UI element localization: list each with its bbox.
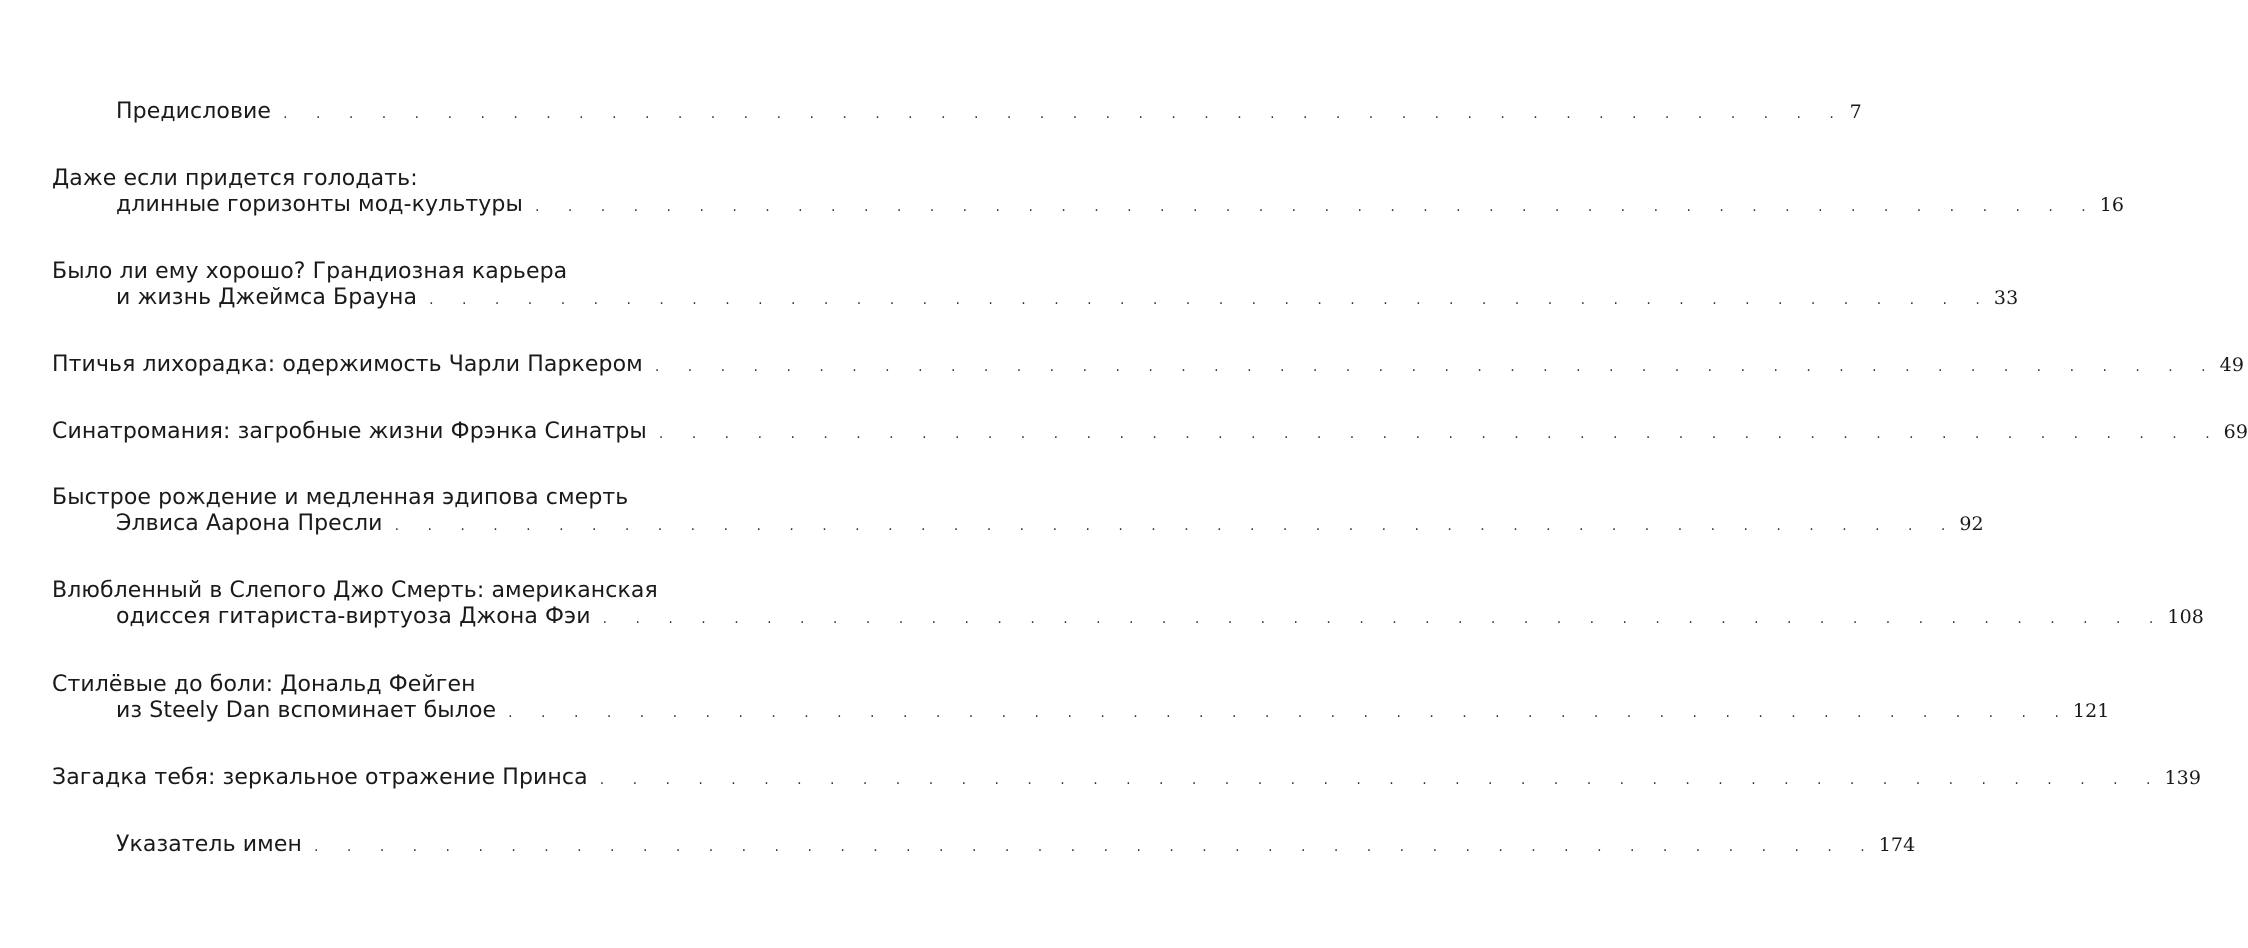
toc-entry-title-continued: длинные горизонты мод-культуры — [116, 192, 523, 217]
toc-entry — [52, 419, 2248, 445]
toc-entry-line — [52, 285, 2019, 311]
toc-entry — [52, 672, 2110, 724]
toc-page-number: 139 — [2164, 767, 2202, 789]
toc-entry — [52, 485, 1984, 537]
toc-entry-line — [52, 419, 2248, 445]
toc-page-number: 7 — [1849, 101, 1862, 123]
toc-page-number: 174 — [1878, 834, 1916, 856]
toc-page-number: 69 — [2223, 421, 2248, 443]
toc-page-number: 108 — [2167, 606, 2204, 628]
toc-entry-line — [52, 604, 2204, 630]
toc-entry — [52, 765, 2202, 791]
toc-entry — [52, 259, 2019, 311]
dot-leader: . . . . . . . . . . . . . . . . . . . . . . . . . . . . . . . . . . . . . . . . . . . . . . . . — [602, 611, 2166, 627]
dot-leader: . . . . . . . . . . . . . . . . . . . . . . . . . . . . . . . . . . . . . . . . . . . . . . . . — [534, 199, 2098, 215]
toc-page-number: 121 — [2072, 700, 2110, 722]
toc-entry-title-continued: и жизнь Джеймса Брауна — [116, 285, 418, 310]
toc-entry — [52, 832, 1916, 858]
dot-leader: . . . . . . . . . . . . . . . . . . . . . . . . . . . . . . . . . . . . . . . . . . . . . . . . — [599, 772, 2163, 788]
toc-entry-title: Птичья лихорадка: одержимость Чарли Паркером — [52, 352, 643, 377]
toc-entry-title-continued: Элвиса Аарона Пресли — [116, 511, 383, 536]
toc-entry-title: Влюбленный в Слепого Джо Смерть: американская — [52, 578, 658, 603]
toc-entry-line — [52, 578, 812, 604]
toc-entry — [52, 166, 2125, 218]
toc-entry-title: Синатромания: загробные жизни Фрэнка Синатры — [52, 419, 647, 444]
toc-entry-line — [52, 192, 2125, 218]
toc-entry-line — [52, 166, 812, 192]
toc-entry — [52, 578, 2204, 630]
toc-entry-title: Даже если придется голодать: — [52, 166, 418, 191]
toc-entry-line — [52, 511, 1984, 537]
toc-entry — [52, 99, 1862, 125]
toc-entry-title-continued: одиссея гитариста-виртуоза Джона Фэи — [116, 604, 591, 629]
toc-entry-title: Загадка тебя: зеркальное отражение Принса — [52, 765, 588, 790]
dot-leader: . . . . . . . . . . . . . . . . . . . . . . . . . . . . . . . . . . . . . . . . . . . . . . . . — [658, 426, 2222, 442]
toc-entry-title: Указатель имен — [116, 832, 302, 857]
toc-page-number: 92 — [1959, 513, 1984, 535]
toc-entry-line — [52, 832, 1916, 858]
toc-entry-line — [52, 485, 812, 511]
toc-entry-title: Стилёвые до боли: Дональд Фейген — [52, 672, 476, 697]
toc-entry-title: Быстрое рождение и медленная эдипова смерть — [52, 485, 629, 510]
toc-entry-line — [52, 765, 2202, 791]
toc-entry-line — [52, 352, 2245, 378]
dot-leader: . . . . . . . . . . . . . . . . . . . . . . . . . . . . . . . . . . . . . . . . . . . . . . . . — [429, 292, 1992, 308]
toc-entry-line — [52, 259, 812, 285]
dot-leader: . . . . . . . . . . . . . . . . . . . . . . . . . . . . . . . . . . . . . . . . . . . . . . . . — [283, 106, 1846, 122]
toc-page-number: 33 — [1993, 287, 2019, 309]
dot-leader: . . . . . . . . . . . . . . . . . . . . . . . . . . . . . . . . . . . . . . . . . . . . . . . . — [313, 839, 1877, 855]
toc-entry-line — [52, 672, 812, 698]
toc-entry-line — [52, 698, 2110, 724]
toc-entry-title-continued: из Steely Dan вспоминает былое — [116, 698, 497, 723]
toc-entry-title: Предисловие — [116, 99, 272, 124]
dot-leader: . . . . . . . . . . . . . . . . . . . . . . . . . . . . . . . . . . . . . . . . . . . . . . . . — [508, 705, 2071, 721]
toc-entry — [52, 352, 2245, 378]
dot-leader: . . . . . . . . . . . . . . . . . . . . . . . . . . . . . . . . . . . . . . . . . . . . . . . . — [394, 518, 1958, 534]
toc-entry-title: Было ли ему хорошо? Грандиозная карьера — [52, 259, 568, 284]
toc-entry-line — [52, 99, 1862, 125]
toc-page-number: 16 — [2099, 194, 2125, 216]
dot-leader: . . . . . . . . . . . . . . . . . . . . . . . . . . . . . . . . . . . . . . . . . . . . . . . . — [654, 359, 2218, 375]
toc-page-number: 49 — [2219, 354, 2245, 376]
